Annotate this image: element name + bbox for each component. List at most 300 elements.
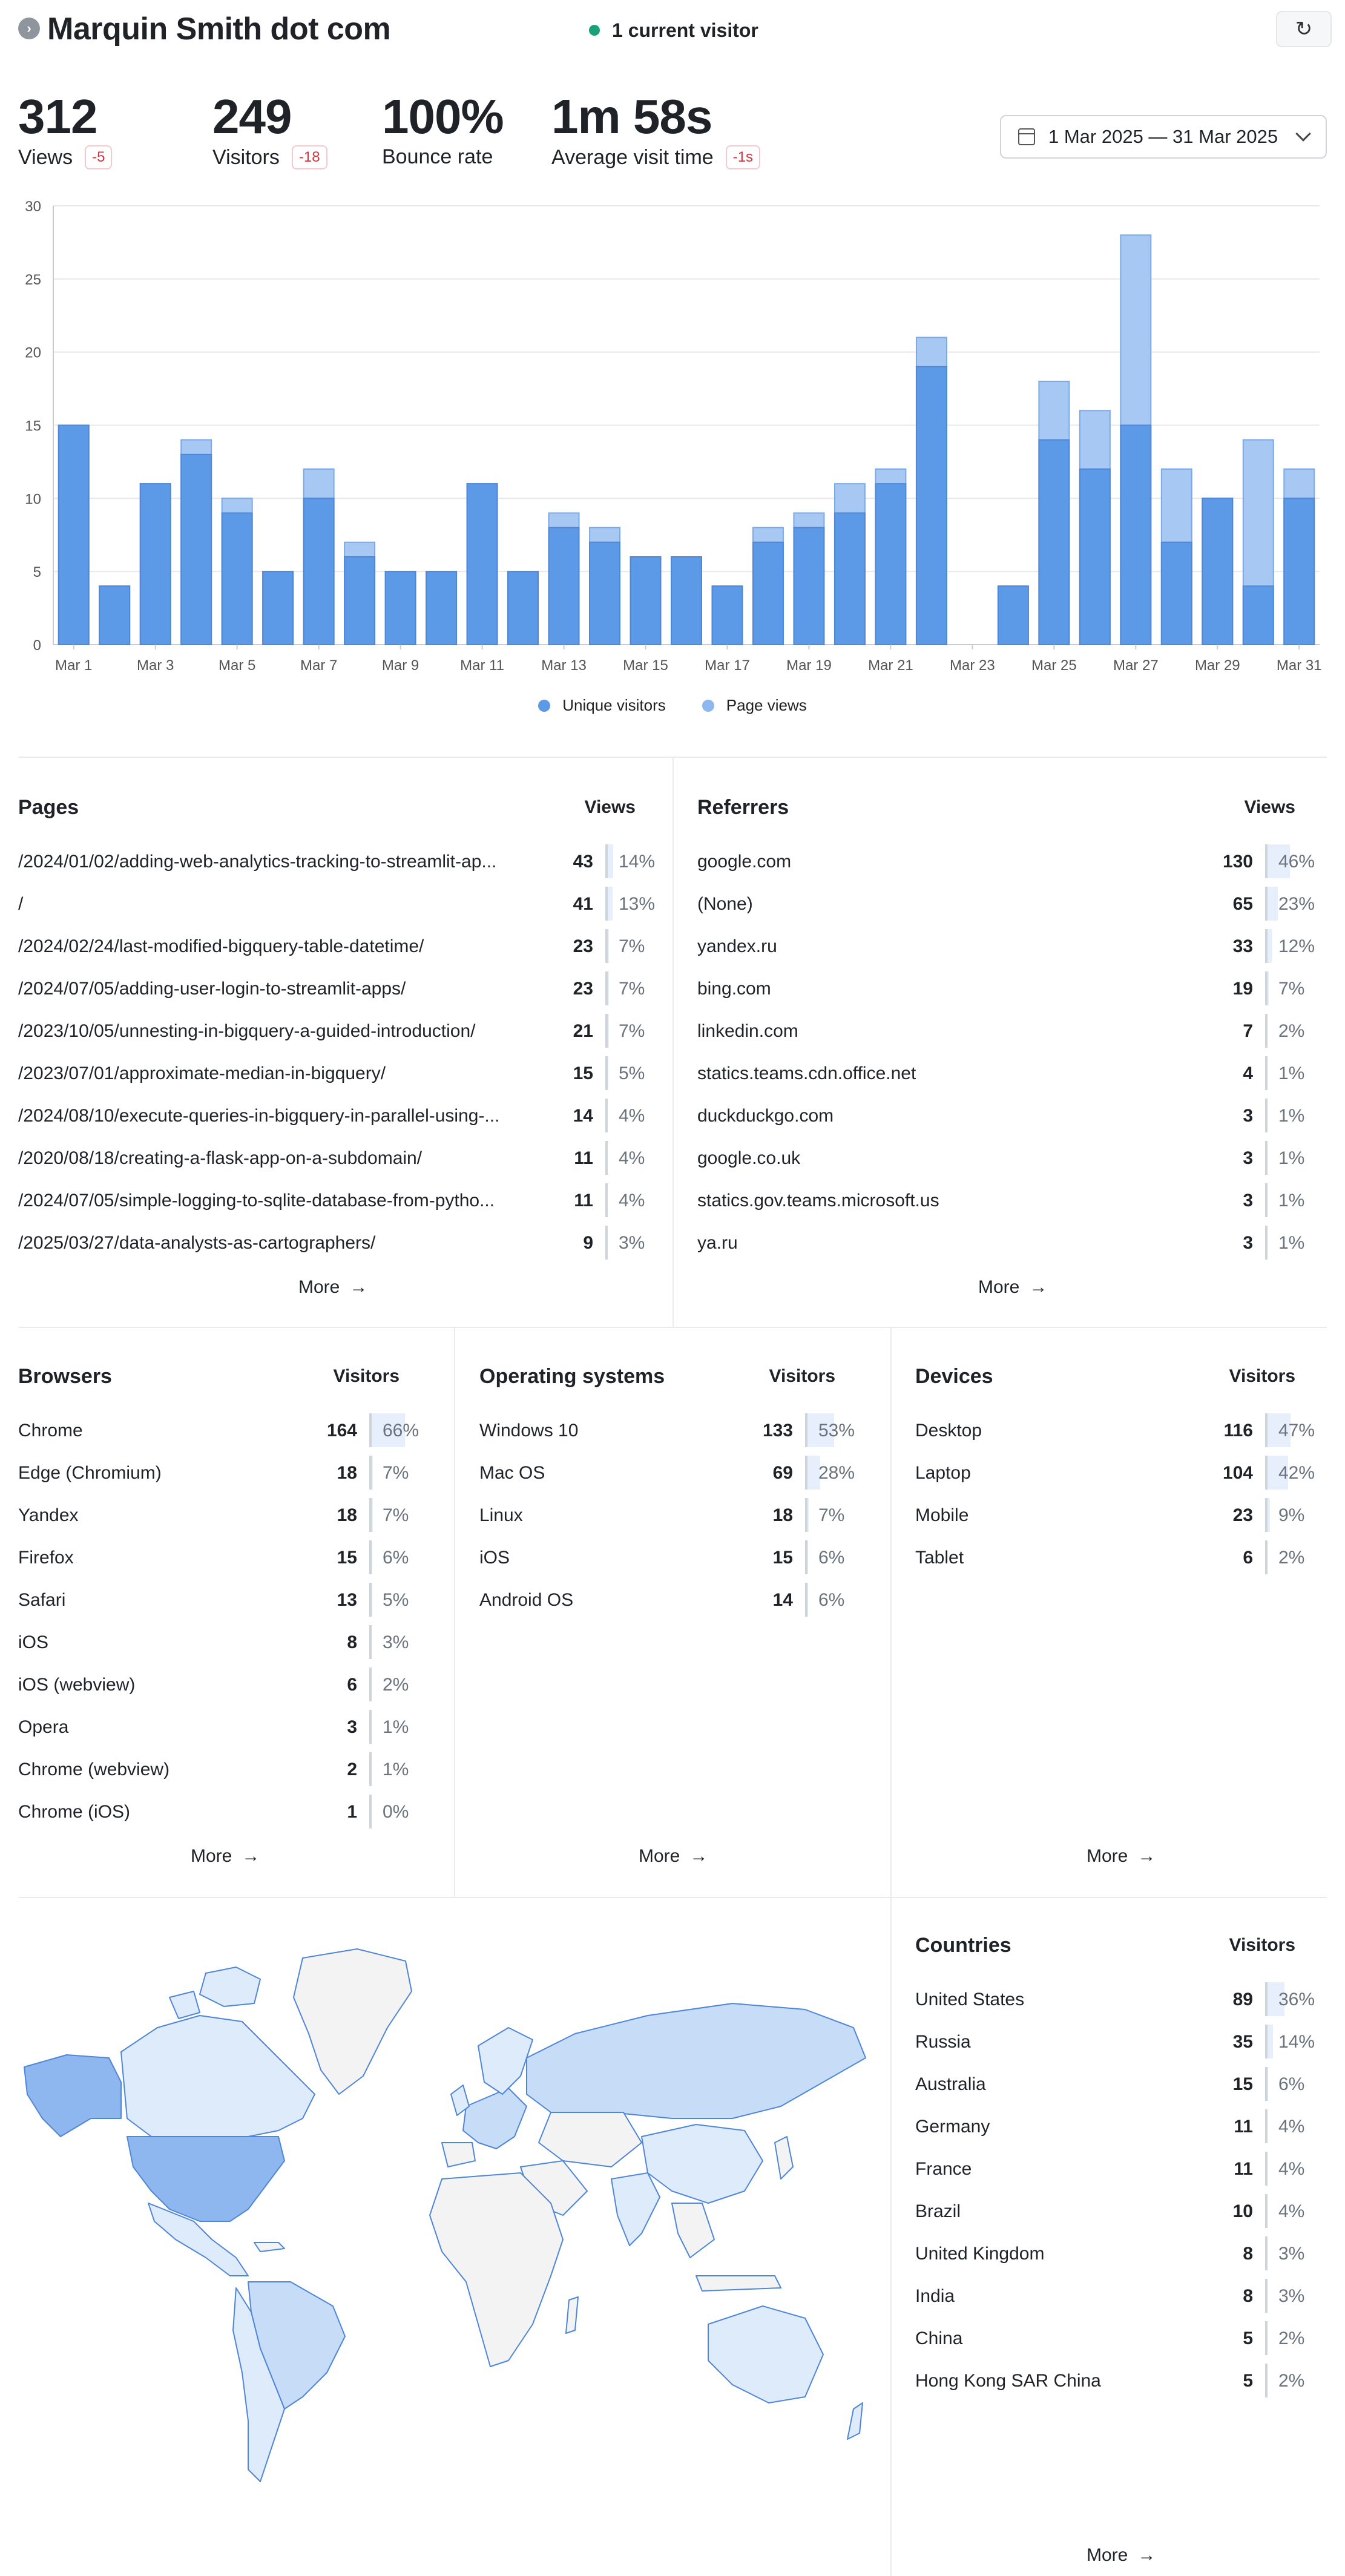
map-countries (24, 1949, 866, 2482)
bar-unique-visitors (794, 528, 824, 645)
item-label: /2025/03/27/data-analysts-as-cartographers/ (18, 1233, 376, 1253)
item-share-axis (605, 844, 608, 878)
world-map[interactable] (18, 1937, 878, 2512)
item-share-axis (1265, 1014, 1268, 1048)
list-item[interactable] (697, 1183, 1327, 1226)
item-value: 18 (337, 1505, 357, 1525)
item-value: 3 (1243, 1148, 1253, 1168)
list-item[interactable] (915, 2194, 1327, 2236)
stat-value: 249 (212, 90, 292, 143)
item-share-axis (605, 887, 608, 921)
panel-title: Browsers (18, 1365, 112, 1388)
item-value: 15 (772, 1548, 793, 1568)
item-label: Desktop (915, 1421, 982, 1441)
map-arctic-islands (169, 1991, 200, 2019)
item-label: United Kingdom (915, 2244, 1045, 2264)
item-label: statics.teams.cdn.office.net (697, 1063, 916, 1083)
item-share-axis (605, 1056, 608, 1090)
stat-bounce-rate (382, 90, 504, 169)
map-japan (775, 2137, 793, 2179)
devices-panel (915, 1365, 1327, 1885)
item-value: 2 (347, 1760, 357, 1779)
item-percent: 14% (619, 852, 656, 872)
list-item[interactable] (18, 1668, 442, 1710)
item-percent: 5% (619, 1063, 645, 1083)
list-item[interactable] (697, 1056, 1327, 1099)
item-value: 3 (1243, 1191, 1253, 1211)
item-label: yandex.ru (697, 936, 777, 956)
item-value: 15 (337, 1548, 357, 1568)
item-value: 69 (772, 1463, 793, 1483)
item-label: Opera (18, 1717, 69, 1737)
list-item[interactable] (915, 2279, 1327, 2321)
list-item[interactable] (18, 844, 656, 887)
list-item[interactable] (18, 1141, 648, 1183)
item-percent: 6% (1278, 2074, 1305, 2094)
legend-item-unique-visitors[interactable] (538, 696, 666, 715)
refresh-icon: ↻ (1295, 18, 1313, 41)
list-item[interactable] (697, 887, 1327, 929)
x-tick-label: Mar 3 (137, 657, 174, 674)
item-value: 10 (1232, 2201, 1253, 2221)
list-item[interactable] (18, 1099, 648, 1141)
item-value: 8 (1243, 2286, 1253, 2306)
item-share-axis (369, 1710, 372, 1744)
list-item[interactable] (915, 2364, 1327, 2406)
map-caribbean (254, 2242, 284, 2252)
bar-unique-visitors (590, 542, 620, 645)
x-tick-label: Mar 25 (1031, 657, 1077, 674)
item-label: Mobile (915, 1505, 969, 1525)
list-item[interactable] (697, 1014, 1327, 1056)
item-share-axis (1265, 929, 1268, 963)
list-item[interactable] (915, 2067, 1327, 2109)
x-tick-label: Mar 7 (300, 657, 338, 674)
item-percent: 4% (1278, 2117, 1305, 2137)
bar-unique-visitors (181, 455, 211, 645)
x-tick-label: Mar 9 (381, 657, 419, 674)
bar-unique-visitors (712, 586, 743, 645)
item-value: 4 (1243, 1063, 1253, 1083)
list-item[interactable] (479, 1456, 879, 1498)
item-value: 11 (574, 1148, 593, 1168)
y-tick-label: 10 (25, 491, 41, 508)
item-value: 3 (1243, 1233, 1253, 1253)
item-label: Edge (Chromium) (18, 1463, 162, 1483)
item-percent: 53% (818, 1421, 855, 1441)
item-percent: 3% (619, 1233, 645, 1253)
item-percent: 5% (383, 1590, 409, 1610)
calendar-icon (1018, 128, 1035, 145)
item-percent: 0% (383, 1802, 409, 1822)
item-value: 7 (1243, 1021, 1253, 1041)
y-tick-label: 20 (25, 344, 41, 361)
bar-unique-visitors (1284, 498, 1314, 645)
list-item[interactable] (479, 1413, 879, 1456)
item-label: France (915, 2159, 972, 2179)
item-value: 3 (347, 1717, 357, 1737)
item-percent: 7% (619, 979, 645, 999)
more-button[interactable] (639, 1846, 708, 1867)
list-item[interactable] (479, 1498, 879, 1540)
column-header: Visitors (1229, 1935, 1295, 1955)
map-india (611, 2173, 660, 2246)
x-tick-label: Mar 31 (1276, 657, 1322, 674)
item-value: 18 (772, 1505, 793, 1525)
chevron-down-icon (1295, 126, 1310, 141)
list-item[interactable] (18, 929, 648, 971)
map-russia (527, 2003, 866, 2118)
x-tick-label: Mar 21 (868, 657, 913, 674)
item-label: Chrome (iOS) (18, 1802, 131, 1822)
column-header: Visitors (1229, 1366, 1295, 1386)
divider (18, 1897, 1327, 1898)
item-percent: 1% (383, 1717, 409, 1737)
item-value: 14 (573, 1106, 593, 1126)
divider (672, 758, 674, 1327)
divider (18, 1327, 1327, 1328)
list-item[interactable] (697, 844, 1327, 887)
list-item[interactable] (479, 1540, 879, 1583)
bar-unique-visitors (1039, 440, 1069, 645)
map-iberia (442, 2143, 475, 2167)
item-share-axis (1265, 971, 1268, 1005)
more-button[interactable] (1087, 1846, 1156, 1867)
divider (454, 1328, 455, 1897)
chevron-circle-icon[interactable]: › (18, 18, 40, 39)
item-label: statics.gov.teams.microsoft.us (697, 1191, 939, 1211)
item-label: /2024/01/02/adding-web-analytics-tracking-to-streamlit-ap... (18, 852, 497, 872)
list-item[interactable] (697, 1141, 1327, 1183)
list-item[interactable] (18, 1456, 442, 1498)
item-label: iOS (479, 1548, 510, 1568)
stat-views (18, 90, 112, 169)
column-header: Visitors (333, 1366, 400, 1386)
item-label: Brazil (915, 2201, 961, 2221)
divider (890, 1328, 892, 2576)
item-label: Mac OS (479, 1463, 545, 1483)
item-share-axis (1265, 2279, 1268, 2313)
item-label: /2024/07/05/simple-logging-to-sqlite-database-from-pytho... (18, 1191, 495, 1211)
item-value: 104 (1222, 1463, 1253, 1483)
map-southeast-asia (672, 2203, 714, 2258)
item-percent: 7% (1278, 979, 1305, 999)
item-percent: 2% (1278, 1548, 1305, 1568)
x-tick-label: Mar 11 (460, 657, 505, 674)
list-item[interactable] (915, 1982, 1327, 2025)
item-value: 11 (1234, 2117, 1253, 2137)
panel-title: Countries (915, 1934, 1011, 1957)
item-share-axis (1265, 2321, 1268, 2355)
item-label: /2024/02/24/last-modified-bigquery-table-datetime/ (18, 936, 424, 956)
map-scandinavia (478, 2028, 533, 2094)
item-percent: 2% (1278, 2328, 1305, 2348)
item-label: ya.ru (697, 1233, 738, 1253)
item-share-axis (805, 1413, 807, 1447)
panel-title: Devices (915, 1365, 993, 1388)
list-item[interactable] (915, 1540, 1327, 1583)
stat-value: 312 (18, 90, 97, 143)
item-value: 18 (337, 1463, 357, 1483)
item-share-axis (369, 1413, 372, 1447)
map-alaska (24, 2055, 121, 2137)
x-tick-label: Mar 1 (55, 657, 93, 674)
bar-unique-visitors (671, 557, 702, 645)
refresh-button[interactable] (1276, 11, 1332, 47)
list-item[interactable] (18, 1056, 648, 1099)
list-item[interactable] (915, 2152, 1327, 2194)
operating-systems-panel (479, 1365, 879, 1885)
item-value: 23 (573, 979, 593, 999)
item-percent: 28% (818, 1463, 855, 1483)
item-label: duckduckgo.com (697, 1106, 834, 1126)
item-share-axis (605, 929, 608, 963)
map-africa (430, 2173, 563, 2367)
item-value: 6 (1243, 1548, 1253, 1568)
item-share-axis (605, 1141, 608, 1175)
list-item[interactable] (18, 1498, 442, 1540)
item-label: Russia (915, 2032, 971, 2052)
more-button[interactable] (298, 1277, 367, 1298)
legend-label: Page views (726, 696, 807, 714)
item-share-axis (1265, 2067, 1268, 2101)
list-item[interactable] (18, 1413, 442, 1456)
more-button[interactable] (978, 1277, 1047, 1298)
more-label: More (639, 1846, 680, 1866)
list-item[interactable] (915, 2109, 1327, 2152)
bar-unique-visitors (426, 571, 456, 645)
item-label: Android OS (479, 1590, 574, 1610)
item-label: iOS (webview) (18, 1675, 136, 1695)
bar-unique-visitors (631, 557, 661, 645)
item-label: Germany (915, 2117, 990, 2137)
item-percent: 1% (1278, 1106, 1305, 1126)
y-tick-label: 5 (33, 564, 41, 581)
more-label: More (1087, 2545, 1128, 2565)
bar-unique-visitors (344, 557, 375, 645)
item-label: Chrome (18, 1421, 83, 1441)
list-item[interactable] (915, 2321, 1327, 2364)
item-label: Tablet (915, 1548, 964, 1568)
list-item[interactable] (18, 1183, 648, 1226)
item-label: iOS (18, 1632, 49, 1652)
bar-unique-visitors (835, 513, 865, 645)
item-share-axis (369, 1795, 372, 1828)
item-percent: 1% (383, 1760, 409, 1779)
x-tick-label: Mar 23 (950, 657, 995, 674)
item-percent: 1% (1278, 1191, 1305, 1211)
list-item[interactable] (915, 1456, 1327, 1498)
item-label: China (915, 2328, 963, 2348)
list-item[interactable] (18, 1625, 442, 1668)
item-percent: 3% (383, 1632, 409, 1652)
list-item[interactable] (915, 2025, 1327, 2067)
legend-item-page-views[interactable] (702, 696, 807, 715)
item-value: 14 (772, 1590, 793, 1610)
list-item[interactable] (18, 887, 656, 929)
item-value: 65 (1232, 894, 1253, 914)
column-header: Views (1244, 797, 1295, 817)
live-dot-icon (589, 25, 600, 36)
date-range-picker[interactable] (1000, 115, 1327, 159)
list-item[interactable] (18, 1014, 648, 1056)
more-button[interactable] (191, 1846, 260, 1867)
bar-unique-visitors (508, 571, 538, 645)
browsers-panel (18, 1365, 442, 1885)
item-share-axis (805, 1583, 807, 1617)
item-value: 23 (1232, 1505, 1253, 1525)
list-item[interactable] (18, 1752, 442, 1795)
item-value: 35 (1232, 2032, 1253, 2052)
item-share-axis (1265, 1183, 1268, 1217)
item-value: 3 (1243, 1106, 1253, 1126)
item-percent: 12% (1278, 936, 1315, 956)
item-share-axis (605, 1014, 608, 1048)
stat-label: Views (18, 145, 73, 169)
y-tick-label: 25 (25, 271, 41, 288)
map-china (642, 2124, 763, 2203)
item-percent: 7% (383, 1463, 409, 1483)
countries-panel (915, 1934, 1327, 2563)
more-button[interactable] (1087, 2545, 1156, 2566)
list-item[interactable] (697, 929, 1327, 971)
item-value: 89 (1232, 1990, 1253, 2009)
item-label: Australia (915, 2074, 986, 2094)
list-item[interactable] (915, 2236, 1327, 2279)
list-item[interactable] (18, 1583, 442, 1625)
legend-swatch (702, 700, 714, 712)
list-item[interactable] (479, 1583, 879, 1625)
map-indonesia (696, 2276, 781, 2291)
map-new-zealand (847, 2403, 863, 2439)
bar-unique-visitors (916, 367, 947, 645)
item-share-axis (1265, 2194, 1268, 2228)
item-share-axis (605, 1099, 608, 1132)
column-header: Views (584, 797, 636, 817)
item-share-axis (369, 1583, 372, 1617)
item-percent: 4% (1278, 2159, 1305, 2179)
item-share-axis (1265, 2364, 1268, 2397)
item-label: /2024/08/10/execute-queries-in-bigquery-in-parallel-using-... (18, 1106, 500, 1126)
delta-badge: -5 (85, 145, 112, 169)
list-item[interactable] (18, 1540, 442, 1583)
item-percent: 3% (1278, 2244, 1305, 2264)
item-share-axis (369, 1540, 372, 1574)
item-percent: 14% (1278, 2032, 1315, 2052)
column-header: Visitors (769, 1366, 835, 1386)
stat-value: 1m 58s (551, 90, 712, 143)
item-label: Hong Kong SAR China (915, 2371, 1101, 2391)
map-canada (121, 2016, 315, 2137)
x-tick-label: Mar 5 (218, 657, 256, 674)
bar-unique-visitors (99, 586, 130, 645)
item-share-axis (1265, 1226, 1268, 1260)
list-item[interactable] (697, 971, 1327, 1014)
item-percent: 2% (383, 1675, 409, 1695)
item-label: Chrome (webview) (18, 1760, 170, 1779)
more-label: More (191, 1846, 232, 1866)
item-value: 33 (1232, 936, 1253, 956)
item-value: 6 (347, 1675, 357, 1695)
map-europe (463, 2088, 527, 2149)
bar-unique-visitors (140, 484, 171, 645)
list-item[interactable] (18, 1795, 442, 1837)
list-item[interactable] (697, 1099, 1327, 1141)
item-share-axis (369, 1668, 372, 1701)
bar-unique-visitors (59, 426, 89, 645)
item-value: 5 (1243, 2371, 1253, 2391)
more-label: More (1087, 1846, 1128, 1866)
more-label: More (978, 1277, 1020, 1297)
item-label: /2024/07/05/adding-user-login-to-streamlit-apps/ (18, 979, 406, 999)
item-percent: 2% (1278, 2371, 1305, 2391)
item-value: 8 (347, 1632, 357, 1652)
list-item[interactable] (18, 971, 648, 1014)
item-value: 130 (1222, 852, 1253, 872)
visits-bar-chart (0, 194, 1345, 678)
item-share-axis (605, 1226, 608, 1260)
bar-unique-visitors (549, 528, 579, 645)
item-label: linkedin.com (697, 1021, 798, 1041)
stat-visitors (212, 90, 327, 169)
legend-swatch (538, 700, 550, 712)
list-item[interactable] (915, 1413, 1327, 1456)
item-label: /2023/10/05/unnesting-in-bigquery-a-guided-introduction/ (18, 1021, 476, 1041)
pages-panel (18, 796, 656, 1316)
x-tick-label: Mar 29 (1194, 657, 1240, 674)
x-tick-label: Mar 27 (1113, 657, 1159, 674)
item-share-axis (369, 1752, 372, 1786)
map-greenland (294, 1949, 412, 2094)
list-item[interactable] (915, 1498, 1327, 1540)
map-central-asia (539, 2112, 642, 2167)
panel-title: Referrers (697, 796, 789, 819)
item-share-axis (1265, 1413, 1268, 1447)
current-visitors (589, 19, 758, 41)
list-item[interactable] (18, 1710, 442, 1752)
current-visitors-label: 1 current visitor (612, 19, 758, 41)
item-percent: 42% (1278, 1463, 1315, 1483)
item-label: India (915, 2286, 955, 2306)
bar-unique-visitors (304, 498, 334, 645)
item-value: 21 (573, 1021, 593, 1041)
bar-unique-visitors (1120, 426, 1151, 645)
item-label: Safari (18, 1590, 66, 1610)
item-percent: 23% (1278, 894, 1315, 914)
item-label: Firefox (18, 1548, 74, 1568)
item-share-axis (1265, 1540, 1268, 1574)
arrow-right-icon: → (1137, 1846, 1156, 1866)
item-percent: 6% (383, 1548, 409, 1568)
site-title: Marquin Smith dot com (47, 12, 391, 47)
item-percent: 4% (619, 1148, 645, 1168)
item-value: 11 (574, 1191, 593, 1211)
item-percent: 4% (1278, 2201, 1305, 2221)
stat-average-visit-time (551, 90, 760, 169)
date-range-label: 1 Mar 2025 — 31 Mar 2025 (1048, 126, 1278, 147)
item-share-axis (1265, 1982, 1268, 2016)
list-item[interactable] (18, 1226, 648, 1268)
bar-unique-visitors (467, 484, 498, 645)
bar-unique-visitors (222, 513, 252, 645)
delta-badge: -1s (726, 145, 760, 169)
list-item[interactable] (697, 1226, 1327, 1268)
item-percent: 7% (818, 1505, 845, 1525)
item-label: (None) (697, 894, 753, 914)
panel-title: Pages (18, 796, 79, 819)
item-share-axis (605, 971, 608, 1005)
referrers-panel (697, 796, 1327, 1316)
